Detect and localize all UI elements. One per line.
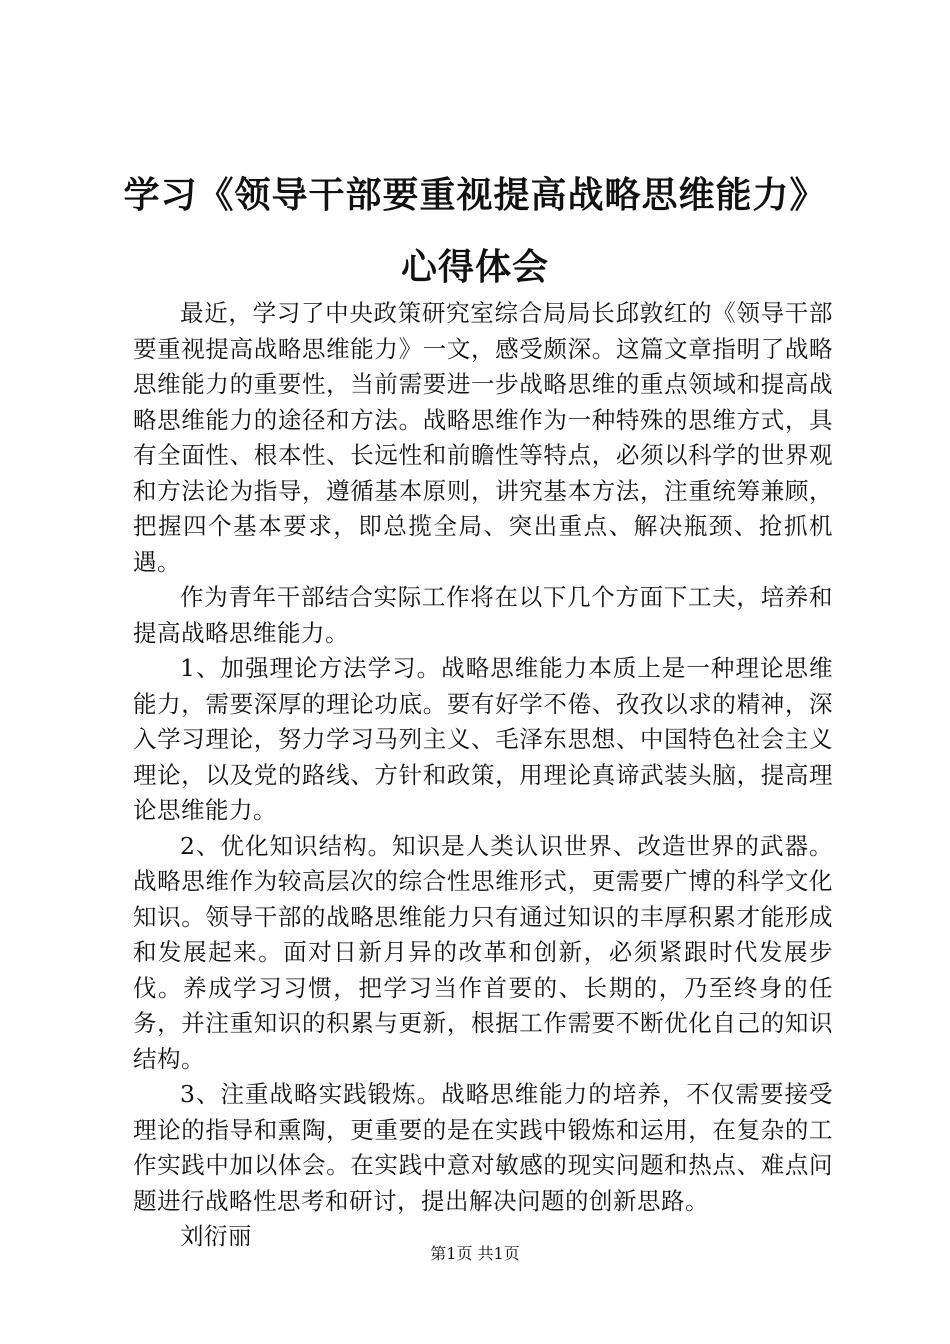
page-footer: 第1页 共1页 bbox=[430, 1244, 520, 1263]
document-body bbox=[133, 296, 833, 1255]
paragraph-intro: 最近，学习了中央政策研究室综合局局长邱敦红的《领导干部要重视提高战略思维能力》一文，感受颇深。这篇文章指明了战略思维能力的重要性，当前需要进一步战略思维的重点领域和提高战略思维能力的途径和方法。战略思维作为一种特殊的思维方式，具有全面性、根本性、长远性和前瞻性等特点，必须以科学的世界观和方法论为指导，遵循基本原则，讲究基本方法，注重统筹兼顾，把握四个基本要求，即总揽全局、突出重点、解决瓶颈、抢抓机遇。 bbox=[133, 299, 833, 576]
paragraph-plan: 作为青年干部结合实际工作将在以下几个方面下工夫，培养和提高战略思维能力。 bbox=[133, 583, 833, 647]
paragraph-point-1: 1、加强理论方法学习。战略思维能力本质上是一种理论思维能力，需要深厚的理论功底。要有好学不倦、孜孜以求的精神，深入学习理论，努力学习马列主义、毛泽东思想、中国特色社会主义理论，以及党的路线、方针和政策，用理论真谛武装头脑，提高理论思维能力。 bbox=[133, 654, 833, 824]
paragraph-point-3: 3、注重战略实践锻炼。战略思维能力的培养，不仅需要接受理论的指导和熏陶，更重要的是在实践中锻炼和运用，在复杂的工作实践中加以体会。在实践中意对敏感的现实问题和热点、难点问题进行战略性思考和研讨，提出解决问题的创新思路。 bbox=[133, 1080, 833, 1215]
paragraph-point-2: 2、优化知识结构。知识是人类认识世界、改造世界的武器。战略思维作为较高层次的综合性思维形式，更需要广博的科学文化知识。领导干部的战略思维能力只有通过知识的丰厚积累才能形成和发展起来。面对日新月异的改革和创新，必须紧跟时代发展步伐。养成学习习惯，把学习当作首要的、长期的，乃至终身的任务，并注重知识的积累与更新，根据工作需要不断优化自己的知识结构。 bbox=[133, 831, 833, 1073]
author-name: 刘衍丽 bbox=[180, 1222, 252, 1250]
document-title: 学习《领导干部要重视提高战略思维能力》心得体会 bbox=[123, 175, 827, 288]
